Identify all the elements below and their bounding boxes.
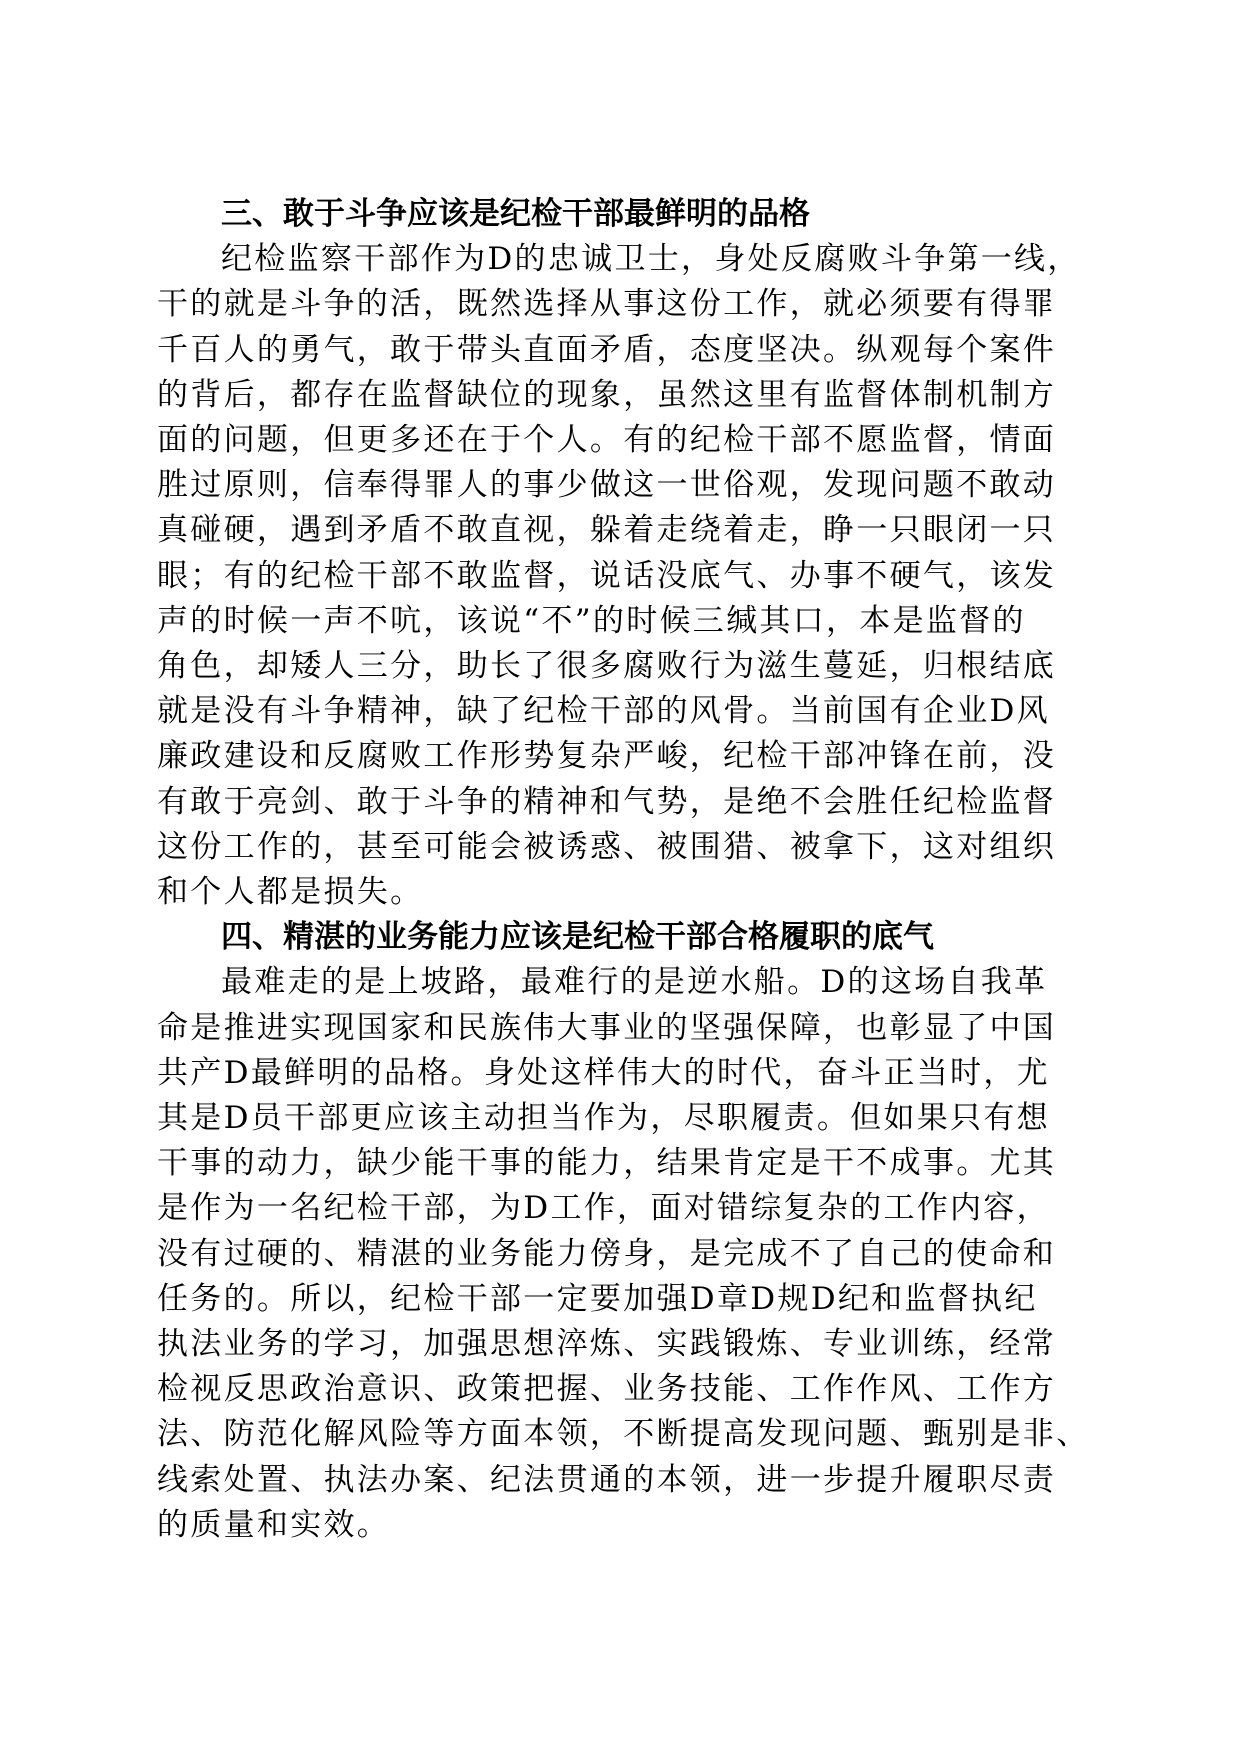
paragraph-line: 千百人的勇气，敢于带头直面矛盾，态度坚决。纵观每个案件 — [157, 331, 1057, 368]
paragraph-line: 声的时候一声不吭，该说“不”的时候三缄其口，本是监督的 — [157, 602, 1026, 639]
paragraph-line: 角色，却矮人三分，助长了很多腐败行为滋生蔓延，归根结底 — [157, 648, 1057, 685]
paragraph-line: 线索处置、执法办案、纪法贯通的本领，进一步提升履职尽责 — [157, 1461, 1057, 1498]
paragraph-line: 其是D员干部更应该主动担当作为，尽职履责。但如果只有想 — [157, 1100, 1050, 1137]
paragraph-line: 命是推进实现国家和民族伟大事业的坚强保障，也彰显了中国 — [157, 1009, 1057, 1046]
paragraph-line: 胜过原则，信奉得罪人的事少做这一世俗观，发现问题不敢动 — [157, 467, 1057, 504]
paragraph-line: 最难走的是上坡路，最难行的是逆水船。D的这场自我革 — [221, 964, 1048, 1001]
paragraph-line: 面的问题，但更多还在于个人。有的纪检干部不愿监督，情面 — [157, 422, 1057, 459]
paragraph-line: 眼；有的纪检干部不敢监督，说话没底气、办事不硬气，该发 — [157, 557, 1057, 594]
paragraph-line: 任务的。所以，纪检干部一定要加强D章D规D纪和监督执纪 — [157, 1280, 1038, 1317]
paragraph-line: 共产D最鲜明的品格。身处这样伟大的时代，奋斗正当时，尤 — [157, 1054, 1050, 1091]
paragraph-line: 纪检监察干部作为D的忠诚卫士，身处反腐败斗争第一线， — [221, 241, 1081, 278]
paragraph-line: 廉政建设和反腐败工作形势复杂严峻，纪检干部冲锋在前，没 — [157, 738, 1057, 775]
paragraph-line: 这份工作的，甚至可能会被诱惑、被围猎、被拿下，这对组织 — [157, 828, 1057, 865]
paragraph-line: 和个人都是损失。 — [157, 874, 424, 911]
paragraph-line: 干的就是斗争的活，既然选择从事这份工作，就必须要有得罪 — [157, 286, 1057, 323]
section-4-paragraph — [157, 960, 1090, 1548]
paragraph-line: 的背后，都存在监督缺位的现象，虽然这里有监督体制机制方 — [157, 376, 1057, 413]
paragraph-line: 干事的动力，缺少能干事的能力，结果肯定是干不成事。尤其 — [157, 1145, 1057, 1182]
document-body — [157, 192, 1090, 1548]
section-3-heading: 三、敢于斗争应该是纪检干部最鲜明的品格 — [221, 196, 810, 232]
paragraph-line: 的质量和实效。 — [157, 1506, 391, 1543]
paragraph-line: 有敢于亮剑、敢于斗争的精神和气势，是绝不会胜任纪检监督 — [157, 783, 1057, 820]
paragraph-line: 执法业务的学习，加强思想淬炼、实践锻炼、专业训练，经常 — [157, 1326, 1057, 1363]
section-4-heading: 四、精湛的业务能力应该是纪检干部合格履职的底气 — [221, 919, 934, 956]
paragraph-line: 没有过硬的、精湛的业务能力傍身，是完成不了自己的使命和 — [157, 1235, 1057, 1272]
section-3-paragraph — [157, 237, 1087, 915]
paragraph-line: 法、防范化解风险等方面本领，不断提高发现问题、甄别是非、 — [157, 1416, 1090, 1453]
paragraph-line: 检视反思政治意识、政策把握、业务技能、工作作风、工作方 — [157, 1371, 1057, 1408]
paragraph-line: 就是没有斗争精神，缺了纪检干部的风骨。当前国有企业D风 — [157, 693, 1050, 730]
paragraph-line: 真碰硬，遇到矛盾不敢直视，躲着走绕着走，睁一只眼闭一只 — [157, 512, 1057, 549]
paragraph-line: 是作为一名纪检干部，为D工作，面对错综复杂的工作内容， — [157, 1190, 1050, 1227]
